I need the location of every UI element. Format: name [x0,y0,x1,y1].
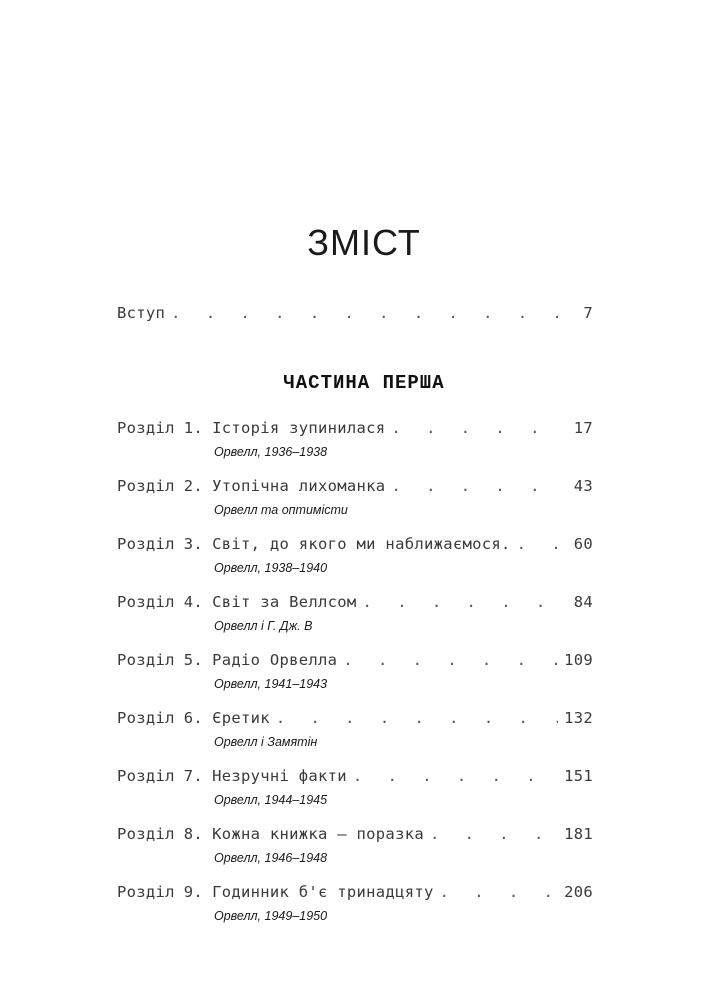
dot-leader [430,825,558,843]
page-number: 7 [583,304,593,322]
chapter-word: Розділ [117,535,175,553]
toc-entry-chapter-4[interactable] [117,593,593,615]
dot-leader [391,419,567,437]
dot-leader [363,593,568,611]
chapter-number: 4. [183,593,204,611]
chapter-title: Світ, до якого ми наближаємося. [212,535,511,553]
page-number: 60 [573,535,593,553]
page-number: 151 [564,767,593,785]
chapter-subtitle: Орвелл, 1941–1943 [214,677,328,691]
chapter-number: 9. [183,883,204,901]
page-number: 17 [573,419,593,437]
chapter-title: Годинник б'є тринадцяту [212,883,434,901]
chapter-subtitle: Орвелл і Замятін [214,735,318,749]
page-title: ЗМІСТ [307,222,421,263]
chapter-subtitle: Орвелл, 1944–1945 [214,793,328,807]
toc-entry-chapter-7[interactable] [117,767,593,789]
chapter-title: Світ за Веллсом [212,593,357,611]
chapter-subtitle: Орвелл, 1936–1938 [214,445,328,459]
chapter-subtitle: Орвелл, 1938–1940 [214,561,328,575]
chapter-number: 5. [183,651,204,669]
part-heading: ЧАСТИНА ПЕРША [283,372,445,394]
chapter-title: Єретик [212,709,270,727]
chapter-subtitle: Орвелл і Г. Дж. В [214,619,313,633]
chapter-word: Розділ [117,709,175,727]
chapter-title: Історія зупинилася [212,419,386,437]
dot-leader [171,304,577,322]
chapter-word: Розділ [117,651,175,669]
toc-entry-chapter-2[interactable] [117,477,593,499]
page-number: 43 [573,477,593,495]
page-number: 109 [564,651,593,669]
chapter-number: 3. [183,535,204,553]
chapter-number: 1. [183,419,204,437]
dot-leader [440,883,559,901]
chapter-subtitle: Орвелл, 1949–1950 [214,909,328,923]
chapter-word: Розділ [117,593,175,611]
dot-leader [276,709,558,727]
dot-leader [343,651,558,669]
page-number: 206 [564,883,593,901]
toc-entry-intro[interactable] [117,304,593,326]
chapter-number: 7. [183,767,204,785]
chapter-title: Незручні факти [212,767,347,785]
page-number: 181 [564,825,593,843]
page-number: 84 [573,593,593,611]
chapter-title: Утопічна лихоманка [212,477,386,495]
chapter-word: Розділ [117,419,175,437]
entry-label: Вступ [117,304,166,322]
toc-entry-chapter-5[interactable] [117,651,593,673]
chapter-number: 6. [183,709,204,727]
chapter-word: Розділ [117,825,175,843]
dot-leader [517,535,568,553]
dot-leader [391,477,567,495]
toc-entry-chapter-3[interactable] [117,535,593,557]
chapter-subtitle: Орвелл та оптимісти [214,503,348,517]
chapter-word: Розділ [117,767,175,785]
chapter-word: Розділ [117,477,175,495]
toc-entry-chapter-9[interactable] [117,883,593,905]
chapter-number: 2. [183,477,204,495]
toc-entry-chapter-6[interactable] [117,709,593,731]
chapter-word: Розділ [117,883,175,901]
chapter-number: 8. [183,825,204,843]
toc-entry-chapter-8[interactable] [117,825,593,847]
dot-leader [353,767,558,785]
page-number: 132 [564,709,593,727]
chapter-title: Кожна книжка – поразка [212,825,424,843]
toc-entry-chapter-1[interactable] [117,419,593,441]
chapter-title: Радіо Орвелла [212,651,338,669]
chapter-subtitle: Орвелл, 1946–1948 [214,851,328,865]
